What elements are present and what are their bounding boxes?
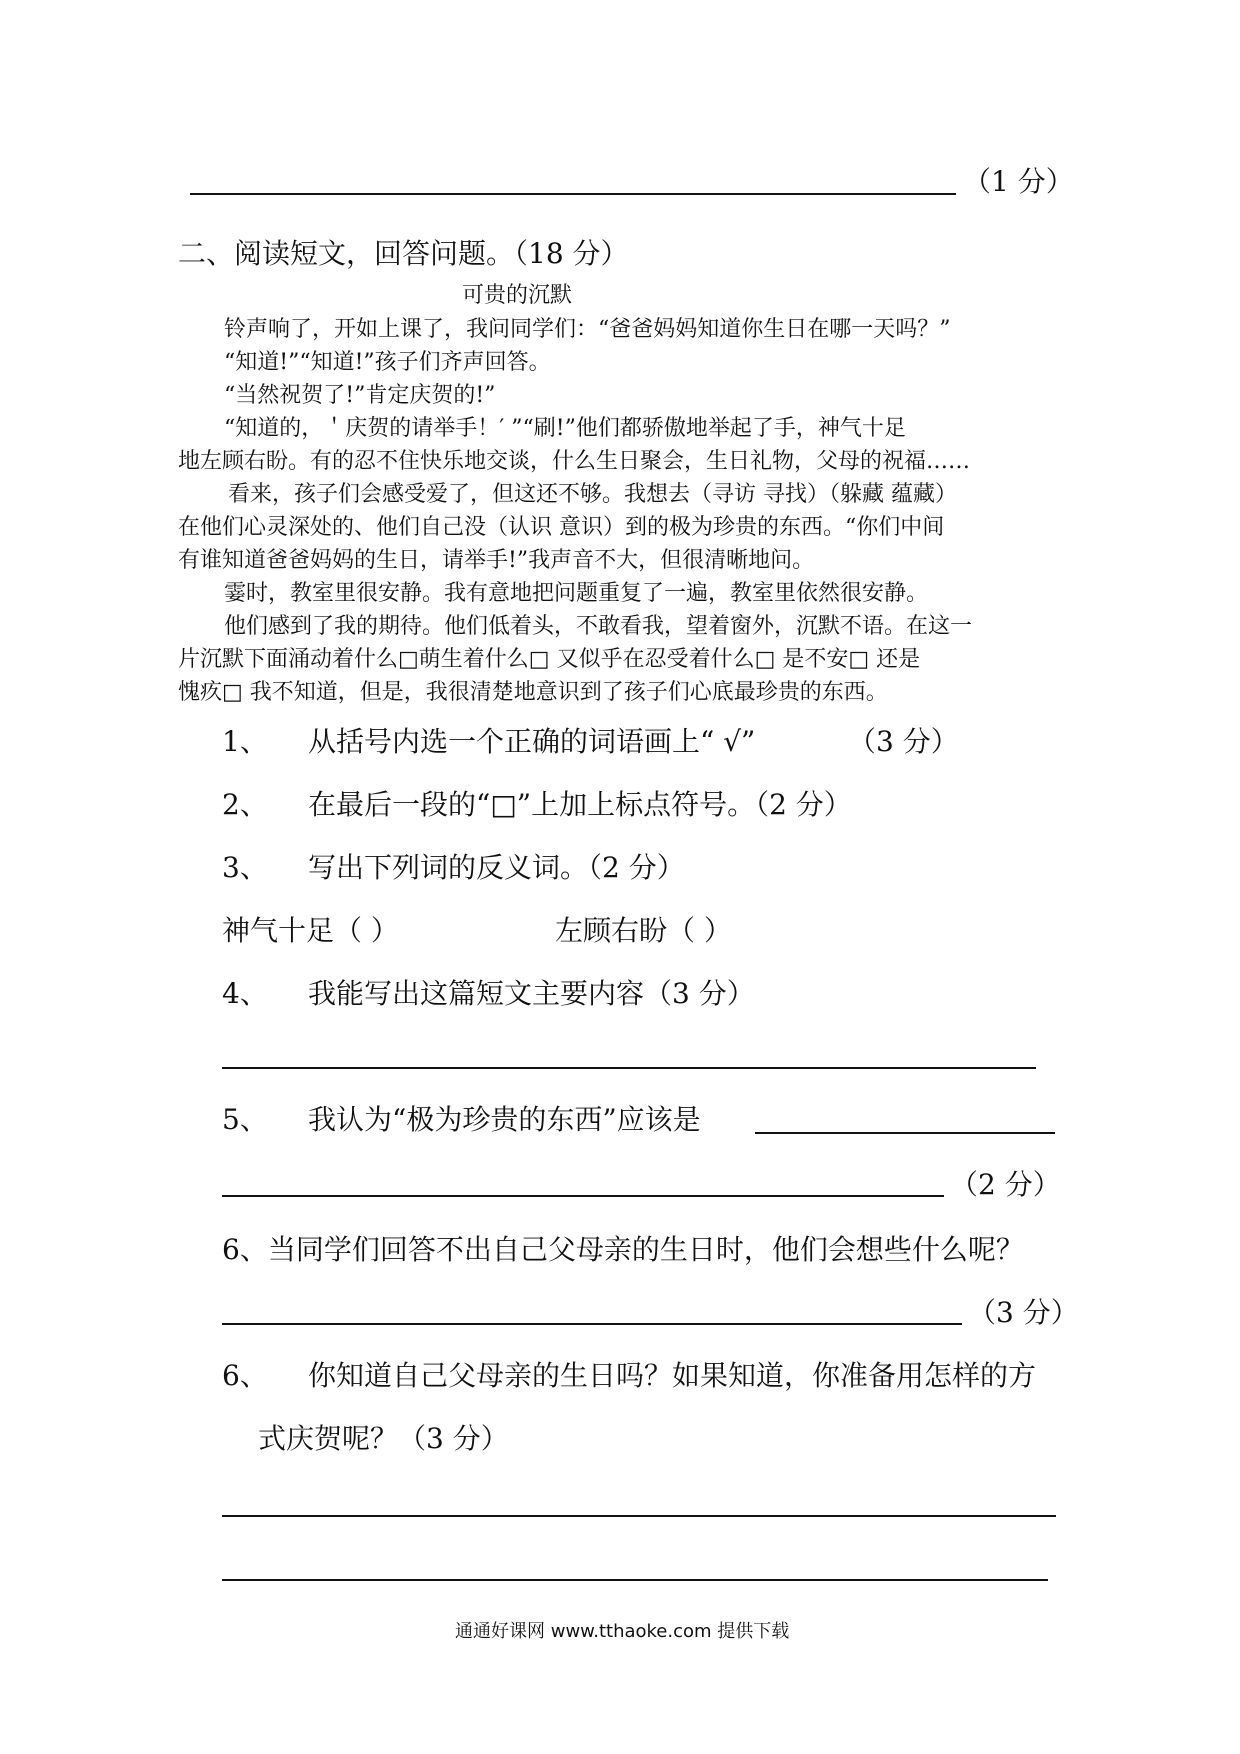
answer-line: [222, 1579, 1048, 1581]
passage-line: “知道的，＇庆贺的请举手！′ ”“刷!”他们都骄傲地举起了手，神气十足: [224, 416, 906, 441]
question-text: 我认为“极为珍贵的东西”应该是: [308, 1103, 701, 1136]
antonym-blank: 神气十足（ ）: [222, 914, 399, 947]
question-text-continued: 式庆贺呢？（3 分）: [258, 1422, 509, 1455]
score-label: （1 分）: [963, 165, 1074, 198]
passage-line: 地左顾右盼。有的忍不住快乐地交谈，什么生日聚会，生日礼物，父母的祝福……: [178, 449, 971, 474]
passage-line: “知道!”“知道!”孩子们齐声回答。: [224, 350, 551, 375]
question-number: 1、: [222, 725, 268, 758]
answer-line: [222, 1067, 1036, 1069]
question-score: （3 分）: [848, 725, 959, 758]
question-number: 3、: [222, 851, 268, 884]
question-number: 5、: [222, 1103, 268, 1136]
passage-line: 片沉默下面涌动着什么□萌生着什么□ 又似乎在忍受着什么□ 是不安□ 还是: [178, 647, 921, 672]
passage-line: 在他们心灵深处的、他们自己没（认识 意识）到的极为珍贵的东西。“你们中间: [178, 515, 945, 540]
question-text: 在最后一段的“□”上加上标点符号。（2 分）: [308, 788, 852, 821]
passage-line: 有谁知道爸爸妈妈的生日，请举手!”我声音不大，但很清晰地问。: [178, 548, 815, 573]
passage-line: 他们感到了我的期待。他们低着头，不敢看我，望着窗外，沉默不语。在这一: [224, 614, 973, 639]
question-text: 从括号内选一个正确的词语画上“ √”: [308, 725, 756, 758]
antonym-blank: 左顾右盼（ ）: [555, 914, 732, 947]
answer-line: [222, 1195, 944, 1197]
answer-line: [755, 1132, 1055, 1134]
question-text: 你知道自己父母亲的生日吗？如果知道，你准备用怎样的方: [308, 1359, 1037, 1392]
question-text: 6、当同学们回答不出自己父母亲的生日时，他们会想些什么呢？: [222, 1233, 1024, 1266]
footer-text: 通通好课网 www.tthaoke.com 提供下载: [455, 1621, 790, 1642]
question-number: 6、: [222, 1359, 268, 1392]
section-heading: 二、阅读短文，回答问题。（18 分）: [178, 237, 629, 270]
passage-line: “当然祝贺了!”肯定庆贺的!”: [224, 383, 496, 408]
passage-line: 看来，孩子们会感受爱了，但这还不够。我想去（寻访 寻找）（躲藏 蕴藏）: [228, 482, 957, 507]
question-text: 写出下列词的反义词。（2 分）: [308, 851, 685, 884]
passage-line: 愧疚□ 我不知道，但是，我很清楚地意识到了孩子们心底最珍贵的东西。: [178, 680, 888, 705]
answer-line: [222, 1515, 1056, 1517]
passage-title: 可贵的沉默: [462, 283, 573, 308]
question-number: 4、: [222, 977, 268, 1010]
answer-line: [190, 193, 956, 195]
answer-line: [222, 1323, 962, 1325]
question-number: 2、: [222, 788, 268, 821]
question-score: （3 分）: [968, 1296, 1079, 1329]
question-text: 我能写出这篇短文主要内容（3 分）: [308, 977, 755, 1010]
passage-line: 霎时，教室里很安静。我有意地把问题重复了一遍，教室里依然很安静。: [224, 581, 929, 606]
question-score: （2 分）: [950, 1168, 1061, 1201]
passage-line: 铃声响了，开如上课了，我问同学们：“爸爸妈妈知道你生日在哪一天吗？”: [224, 317, 951, 342]
